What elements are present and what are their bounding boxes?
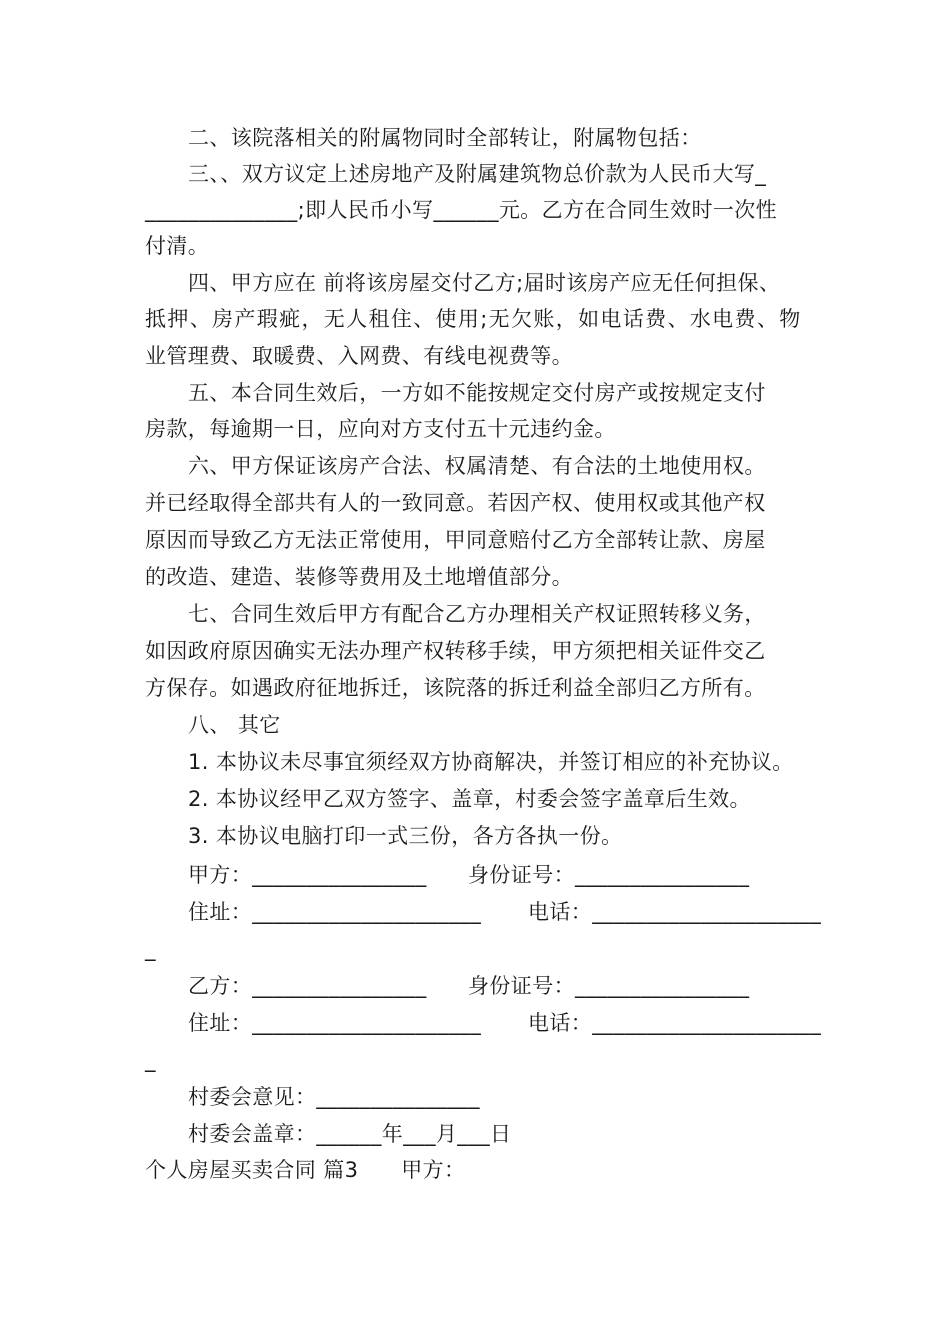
party-a-phone-field: 电话：_____________________ — [528, 900, 822, 924]
clause-7-line-3: 方保存。如遇政府征地拆迁，该院落的拆迁利益全部归乙方所有。 — [145, 676, 766, 700]
party-b-phone-wrap: _ — [145, 1048, 156, 1072]
clause-3-line-2: ______________;即人民币小写______元。乙方在合同生效时一次性 — [145, 198, 778, 222]
clause-6-line-3: 原因而导致乙方无法正常使用，甲同意赔付乙方全部转让款、房屋 — [145, 528, 766, 552]
clause-8-heading: 八、 其它 — [188, 713, 281, 737]
clause-7-line-2: 如因政府原因确实无法办理产权转移手续，甲方须把相关证件交乙 — [145, 639, 766, 663]
clause-8-item-3: 3. 本协议电脑打印一式三份，各方各执一份。 — [188, 824, 623, 848]
clause-5-line-2: 房款，每逾期一日，应向对方支付五十元违约金。 — [145, 417, 616, 441]
party-a-field: 甲方：________________ — [188, 863, 427, 887]
clause-4-line-1: 四、甲方应在 前将该房屋交付乙方;届时该房产应无任何担保、 — [188, 271, 781, 295]
clause-2-line-1: 二、该院落相关的附属物同时全部转让，附属物包括： — [188, 126, 702, 150]
clause-6-line-2: 并已经取得全部共有人的一致同意。若因产权、使用权或其他产权 — [145, 491, 766, 515]
clause-8-item-1: 1. 本协议未尽事宜须经双方协商解决，并签订相应的补充协议。 — [188, 750, 794, 774]
party-b-phone-field: 电话：_____________________ — [528, 1011, 822, 1035]
party-a-address-field: 住址：_____________________ — [188, 900, 482, 924]
party-a-id-field: 身份证号：________________ — [468, 863, 750, 887]
next-contract-heading: 个人房屋买卖合同 篇3 甲方： — [145, 1158, 466, 1182]
clause-3-line-3: 付清。 — [145, 234, 210, 258]
party-b-address-field: 住址：_____________________ — [188, 1011, 482, 1035]
party-a-phone-wrap: _ — [145, 937, 156, 961]
party-b-field: 乙方：________________ — [188, 974, 427, 998]
clause-3-line-1: 三、、双方议定上述房地产及附属建筑物总价款为人民币大写_ — [188, 162, 767, 186]
clause-4-line-3: 业管理费、取暖费、入网费、有线电视费等。 — [145, 344, 573, 368]
committee-opinion-field: 村委会意见：_______________ — [188, 1085, 480, 1109]
clause-6-line-1: 六、甲方保证该房产合法、权属清楚、有合法的土地使用权。 — [188, 454, 766, 478]
committee-seal-field: 村委会盖章：______年___月___日 — [188, 1122, 512, 1146]
clause-6-line-4: 的改造、建造、装修等费用及土地增值部分。 — [145, 565, 573, 589]
clause-4-line-2: 抵押、房产瑕疵，无人租住、使用;无欠账，如电话费、水电费、物 — [145, 307, 802, 331]
clause-7-line-1: 七、合同生效后甲方有配合乙方办理相关产权证照转移义务， — [188, 602, 766, 626]
party-b-id-field: 身份证号：________________ — [468, 974, 750, 998]
clause-8-item-2: 2. 本协议经甲乙双方签字、盖章，村委会签字盖章后生效。 — [188, 787, 751, 811]
clause-5-line-1: 五、本合同生效后，一方如不能按规定交付房产或按规定支付 — [188, 381, 766, 405]
